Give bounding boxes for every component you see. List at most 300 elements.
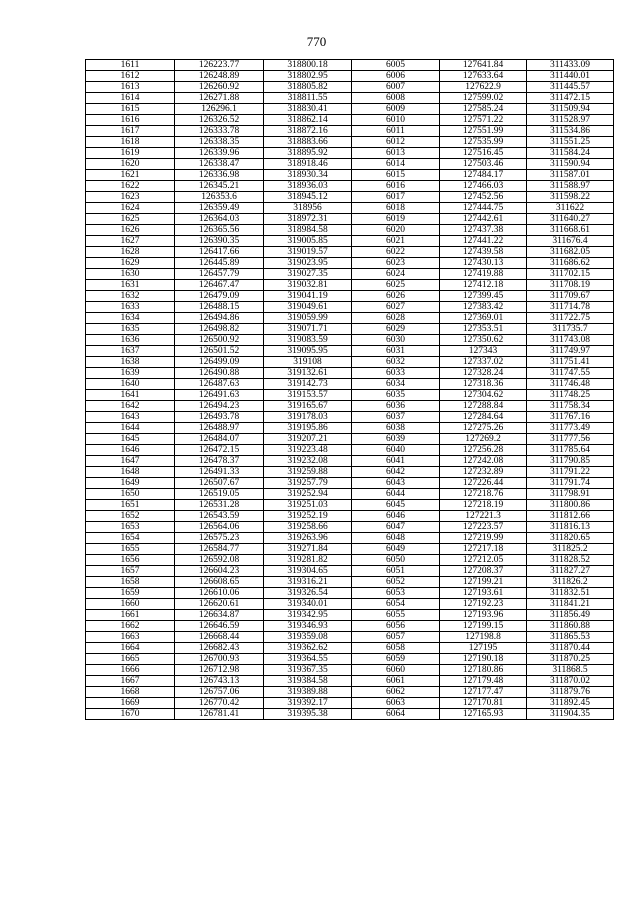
table-row	[86, 137, 614, 148]
point-number-cell: 1642	[86, 401, 175, 412]
x-coordinate-cell: 126519.05	[175, 489, 264, 500]
table-row	[86, 544, 614, 555]
y-coordinate-cell: 311812.66	[527, 511, 614, 522]
y-coordinate-cell: 319059.99	[264, 313, 352, 324]
point-number-cell: 1629	[86, 258, 175, 269]
x-coordinate-cell: 127437.38	[440, 225, 527, 236]
y-coordinate-cell: 318872.16	[264, 126, 352, 137]
point-number-cell: 1664	[86, 643, 175, 654]
point-number-cell: 1643	[86, 412, 175, 423]
x-coordinate-cell: 127484.17	[440, 170, 527, 181]
table-row	[86, 588, 614, 599]
point-number-cell: 1622	[86, 181, 175, 192]
point-number-cell: 1613	[86, 82, 175, 93]
x-coordinate-cell: 126467.47	[175, 280, 264, 291]
x-coordinate-cell: 126484.07	[175, 434, 264, 445]
table-row	[86, 423, 614, 434]
y-coordinate-cell: 318802.95	[264, 71, 352, 82]
point-number-cell: 1628	[86, 247, 175, 258]
y-coordinate-cell: 318895.92	[264, 148, 352, 159]
table-row	[86, 93, 614, 104]
point-number-cell: 1630	[86, 269, 175, 280]
x-coordinate-cell: 127328.24	[440, 368, 527, 379]
point-number-cell: 6021	[352, 236, 440, 247]
y-coordinate-cell: 319281.82	[264, 555, 352, 566]
y-coordinate-cell: 311682.05	[527, 247, 614, 258]
table-row	[86, 368, 614, 379]
x-coordinate-cell: 127199.15	[440, 621, 527, 632]
x-coordinate-cell: 126445.89	[175, 258, 264, 269]
point-number-cell: 1617	[86, 126, 175, 137]
table-row	[86, 610, 614, 621]
x-coordinate-cell: 126223.77	[175, 60, 264, 71]
point-number-cell: 1612	[86, 71, 175, 82]
x-coordinate-cell: 127223.57	[440, 522, 527, 533]
point-number-cell: 6006	[352, 71, 440, 82]
y-coordinate-cell: 311433.09	[527, 60, 614, 71]
x-coordinate-cell: 126700.93	[175, 654, 264, 665]
y-coordinate-cell: 311440.01	[527, 71, 614, 82]
point-number-cell: 6049	[352, 544, 440, 555]
x-coordinate-cell: 126668.44	[175, 632, 264, 643]
table-row	[86, 313, 614, 324]
point-number-cell: 6012	[352, 137, 440, 148]
x-coordinate-cell: 126478.37	[175, 456, 264, 467]
point-number-cell: 1614	[86, 93, 175, 104]
coordinates-table-body	[86, 60, 614, 720]
x-coordinate-cell: 127177.47	[440, 687, 527, 698]
y-coordinate-cell: 311584.24	[527, 148, 614, 159]
y-coordinate-cell: 311856.49	[527, 610, 614, 621]
x-coordinate-cell: 127633.64	[440, 71, 527, 82]
point-number-cell: 1618	[86, 137, 175, 148]
y-coordinate-cell: 319251.03	[264, 500, 352, 511]
x-coordinate-cell: 127226.44	[440, 478, 527, 489]
x-coordinate-cell: 126491.33	[175, 467, 264, 478]
y-coordinate-cell: 311791.22	[527, 467, 614, 478]
point-number-cell: 6064	[352, 709, 440, 720]
y-coordinate-cell: 319165.67	[264, 401, 352, 412]
table-row	[86, 324, 614, 335]
x-coordinate-cell: 126531.28	[175, 500, 264, 511]
x-coordinate-cell: 127275.26	[440, 423, 527, 434]
y-coordinate-cell: 311758.34	[527, 401, 614, 412]
x-coordinate-cell: 126353.6	[175, 192, 264, 203]
table-row	[86, 280, 614, 291]
table-row	[86, 412, 614, 423]
y-coordinate-cell: 311686.62	[527, 258, 614, 269]
y-coordinate-cell: 311749.97	[527, 346, 614, 357]
y-coordinate-cell: 318805.82	[264, 82, 352, 93]
y-coordinate-cell: 311892.45	[527, 698, 614, 709]
point-number-cell: 6024	[352, 269, 440, 280]
y-coordinate-cell: 319257.79	[264, 478, 352, 489]
x-coordinate-cell: 127218.19	[440, 500, 527, 511]
point-number-cell: 1638	[86, 357, 175, 368]
point-number-cell: 1646	[86, 445, 175, 456]
x-coordinate-cell: 127353.51	[440, 324, 527, 335]
point-number-cell: 6045	[352, 500, 440, 511]
point-number-cell: 1620	[86, 159, 175, 170]
table-row	[86, 203, 614, 214]
point-number-cell: 6057	[352, 632, 440, 643]
y-coordinate-cell: 318862.14	[264, 115, 352, 126]
point-number-cell: 1624	[86, 203, 175, 214]
table-row	[86, 335, 614, 346]
x-coordinate-cell: 127180.86	[440, 665, 527, 676]
point-number-cell: 6059	[352, 654, 440, 665]
y-coordinate-cell: 311827.27	[527, 566, 614, 577]
point-number-cell: 6038	[352, 423, 440, 434]
x-coordinate-cell: 127503.46	[440, 159, 527, 170]
point-number-cell: 6014	[352, 159, 440, 170]
x-coordinate-cell: 127304.62	[440, 390, 527, 401]
point-number-cell: 1631	[86, 280, 175, 291]
x-coordinate-cell: 127218.76	[440, 489, 527, 500]
point-number-cell: 1645	[86, 434, 175, 445]
point-number-cell: 1663	[86, 632, 175, 643]
point-number-cell: 1641	[86, 390, 175, 401]
table-row	[86, 665, 614, 676]
y-coordinate-cell: 319263.96	[264, 533, 352, 544]
y-coordinate-cell: 311820.65	[527, 533, 614, 544]
y-coordinate-cell: 318936.03	[264, 181, 352, 192]
y-coordinate-cell: 311870.25	[527, 654, 614, 665]
x-coordinate-cell: 127466.03	[440, 181, 527, 192]
table-row	[86, 159, 614, 170]
x-coordinate-cell: 126610.06	[175, 588, 264, 599]
x-coordinate-cell: 127441.22	[440, 236, 527, 247]
point-number-cell: 6016	[352, 181, 440, 192]
point-number-cell: 1637	[86, 346, 175, 357]
x-coordinate-cell: 127419.88	[440, 269, 527, 280]
y-coordinate-cell: 311640.27	[527, 214, 614, 225]
table-row	[86, 192, 614, 203]
point-number-cell: 1660	[86, 599, 175, 610]
point-number-cell: 1670	[86, 709, 175, 720]
x-coordinate-cell: 127170.81	[440, 698, 527, 709]
y-coordinate-cell: 319364.55	[264, 654, 352, 665]
point-number-cell: 6058	[352, 643, 440, 654]
x-coordinate-cell: 126564.06	[175, 522, 264, 533]
y-coordinate-cell: 319232.08	[264, 456, 352, 467]
y-coordinate-cell: 319108	[264, 357, 352, 368]
x-coordinate-cell: 127571.22	[440, 115, 527, 126]
point-number-cell: 1656	[86, 555, 175, 566]
y-coordinate-cell: 319252.19	[264, 511, 352, 522]
table-row	[86, 390, 614, 401]
y-coordinate-cell: 318800.18	[264, 60, 352, 71]
table-row	[86, 577, 614, 588]
x-coordinate-cell: 126271.88	[175, 93, 264, 104]
x-coordinate-cell: 127535.99	[440, 137, 527, 148]
y-coordinate-cell: 311868.5	[527, 665, 614, 676]
point-number-cell: 6042	[352, 467, 440, 478]
y-coordinate-cell: 311798.91	[527, 489, 614, 500]
y-coordinate-cell: 319392.17	[264, 698, 352, 709]
point-number-cell: 6031	[352, 346, 440, 357]
x-coordinate-cell: 127193.61	[440, 588, 527, 599]
x-coordinate-cell: 126490.88	[175, 368, 264, 379]
table-row	[86, 214, 614, 225]
y-coordinate-cell: 311528.97	[527, 115, 614, 126]
y-coordinate-cell: 311825.2	[527, 544, 614, 555]
point-number-cell: 6037	[352, 412, 440, 423]
x-coordinate-cell: 127198.8	[440, 632, 527, 643]
x-coordinate-cell: 126417.66	[175, 247, 264, 258]
point-number-cell: 1634	[86, 313, 175, 324]
y-coordinate-cell: 311826.2	[527, 577, 614, 588]
x-coordinate-cell: 127195	[440, 643, 527, 654]
y-coordinate-cell: 319359.08	[264, 632, 352, 643]
x-coordinate-cell: 126507.67	[175, 478, 264, 489]
table-row	[86, 60, 614, 71]
y-coordinate-cell: 319095.95	[264, 346, 352, 357]
y-coordinate-cell: 311841.21	[527, 599, 614, 610]
y-coordinate-cell: 318811.55	[264, 93, 352, 104]
x-coordinate-cell: 127179.48	[440, 676, 527, 687]
x-coordinate-cell: 126584.77	[175, 544, 264, 555]
y-coordinate-cell: 311551.25	[527, 137, 614, 148]
x-coordinate-cell: 126781.41	[175, 709, 264, 720]
x-coordinate-cell: 126336.98	[175, 170, 264, 181]
y-coordinate-cell: 311746.48	[527, 379, 614, 390]
x-coordinate-cell: 126338.47	[175, 159, 264, 170]
table-row	[86, 478, 614, 489]
y-coordinate-cell: 318945.12	[264, 192, 352, 203]
y-coordinate-cell: 319395.38	[264, 709, 352, 720]
x-coordinate-cell: 127442.61	[440, 214, 527, 225]
point-number-cell: 1657	[86, 566, 175, 577]
y-coordinate-cell: 319342.95	[264, 610, 352, 621]
y-coordinate-cell: 319049.61	[264, 302, 352, 313]
x-coordinate-cell: 127641.84	[440, 60, 527, 71]
y-coordinate-cell: 319023.95	[264, 258, 352, 269]
table-row	[86, 148, 614, 159]
table-row	[86, 126, 614, 137]
x-coordinate-cell: 126491.63	[175, 390, 264, 401]
y-coordinate-cell: 311509.94	[527, 104, 614, 115]
y-coordinate-cell: 318883.66	[264, 137, 352, 148]
y-coordinate-cell: 319019.57	[264, 247, 352, 258]
x-coordinate-cell: 126743.13	[175, 676, 264, 687]
point-number-cell: 6015	[352, 170, 440, 181]
table-row	[86, 698, 614, 709]
x-coordinate-cell: 127165.93	[440, 709, 527, 720]
point-number-cell: 6009	[352, 104, 440, 115]
y-coordinate-cell: 311708.19	[527, 280, 614, 291]
point-number-cell: 1639	[86, 368, 175, 379]
y-coordinate-cell: 311598.22	[527, 192, 614, 203]
y-coordinate-cell: 319384.58	[264, 676, 352, 687]
point-number-cell: 1650	[86, 489, 175, 500]
point-number-cell: 6041	[352, 456, 440, 467]
point-number-cell: 1668	[86, 687, 175, 698]
table-row	[86, 654, 614, 665]
x-coordinate-cell: 126345.21	[175, 181, 264, 192]
point-number-cell: 1619	[86, 148, 175, 159]
x-coordinate-cell: 127444.75	[440, 203, 527, 214]
point-number-cell: 1669	[86, 698, 175, 709]
x-coordinate-cell: 127199.21	[440, 577, 527, 588]
x-coordinate-cell: 126712.98	[175, 665, 264, 676]
y-coordinate-cell: 311879.76	[527, 687, 614, 698]
point-number-cell: 6008	[352, 93, 440, 104]
point-number-cell: 6055	[352, 610, 440, 621]
y-coordinate-cell: 311832.51	[527, 588, 614, 599]
x-coordinate-cell: 127337.02	[440, 357, 527, 368]
y-coordinate-cell: 319195.86	[264, 423, 352, 434]
y-coordinate-cell: 311743.08	[527, 335, 614, 346]
x-coordinate-cell: 126592.08	[175, 555, 264, 566]
x-coordinate-cell: 126494.23	[175, 401, 264, 412]
y-coordinate-cell: 311588.97	[527, 181, 614, 192]
x-coordinate-cell: 126488.97	[175, 423, 264, 434]
y-coordinate-cell: 311777.56	[527, 434, 614, 445]
y-coordinate-cell: 311590.94	[527, 159, 614, 170]
point-number-cell: 1659	[86, 588, 175, 599]
point-number-cell: 1654	[86, 533, 175, 544]
y-coordinate-cell: 318956	[264, 203, 352, 214]
y-coordinate-cell: 311622	[527, 203, 614, 214]
point-number-cell: 6048	[352, 533, 440, 544]
y-coordinate-cell: 311702.15	[527, 269, 614, 280]
y-coordinate-cell: 319340.01	[264, 599, 352, 610]
y-coordinate-cell: 311722.75	[527, 313, 614, 324]
x-coordinate-cell: 127318.36	[440, 379, 527, 390]
x-coordinate-cell: 126260.92	[175, 82, 264, 93]
y-coordinate-cell: 318830.41	[264, 104, 352, 115]
y-coordinate-cell: 311904.35	[527, 709, 614, 720]
point-number-cell: 6034	[352, 379, 440, 390]
point-number-cell: 6013	[352, 148, 440, 159]
y-coordinate-cell: 319041.19	[264, 291, 352, 302]
point-number-cell: 1662	[86, 621, 175, 632]
y-coordinate-cell: 319083.59	[264, 335, 352, 346]
table-row	[86, 599, 614, 610]
x-coordinate-cell: 126604.23	[175, 566, 264, 577]
point-number-cell: 6056	[352, 621, 440, 632]
point-number-cell: 6053	[352, 588, 440, 599]
point-number-cell: 6019	[352, 214, 440, 225]
table-row	[86, 489, 614, 500]
point-number-cell: 1640	[86, 379, 175, 390]
x-coordinate-cell: 127193.96	[440, 610, 527, 621]
point-number-cell: 1655	[86, 544, 175, 555]
point-number-cell: 1658	[86, 577, 175, 588]
table-row	[86, 709, 614, 720]
y-coordinate-cell: 319027.35	[264, 269, 352, 280]
x-coordinate-cell: 127232.89	[440, 467, 527, 478]
x-coordinate-cell: 126365.56	[175, 225, 264, 236]
table-row	[86, 511, 614, 522]
y-coordinate-cell: 311472.15	[527, 93, 614, 104]
table-row	[86, 621, 614, 632]
point-number-cell: 6010	[352, 115, 440, 126]
y-coordinate-cell: 311800.86	[527, 500, 614, 511]
y-coordinate-cell: 311828.52	[527, 555, 614, 566]
y-coordinate-cell: 311860.88	[527, 621, 614, 632]
point-number-cell: 6063	[352, 698, 440, 709]
x-coordinate-cell: 127221.3	[440, 511, 527, 522]
point-number-cell: 1626	[86, 225, 175, 236]
x-coordinate-cell: 126359.49	[175, 203, 264, 214]
x-coordinate-cell: 127350.62	[440, 335, 527, 346]
x-coordinate-cell: 127599.02	[440, 93, 527, 104]
x-coordinate-cell: 127208.37	[440, 566, 527, 577]
coordinates-table	[85, 59, 614, 720]
point-number-cell: 6052	[352, 577, 440, 588]
point-number-cell: 6062	[352, 687, 440, 698]
table-row	[86, 291, 614, 302]
x-coordinate-cell: 126488.15	[175, 302, 264, 313]
x-coordinate-cell: 126499.09	[175, 357, 264, 368]
point-number-cell: 6027	[352, 302, 440, 313]
point-number-cell: 6028	[352, 313, 440, 324]
point-number-cell: 6051	[352, 566, 440, 577]
table-row	[86, 82, 614, 93]
y-coordinate-cell: 319304.65	[264, 566, 352, 577]
table-row	[86, 357, 614, 368]
y-coordinate-cell: 311676.4	[527, 236, 614, 247]
y-coordinate-cell: 311709.67	[527, 291, 614, 302]
point-number-cell: 1636	[86, 335, 175, 346]
point-number-cell: 1632	[86, 291, 175, 302]
y-coordinate-cell: 311714.78	[527, 302, 614, 313]
y-coordinate-cell: 319271.84	[264, 544, 352, 555]
point-number-cell: 1651	[86, 500, 175, 511]
y-coordinate-cell: 318984.58	[264, 225, 352, 236]
point-number-cell: 6025	[352, 280, 440, 291]
point-number-cell: 1649	[86, 478, 175, 489]
x-coordinate-cell: 126770.42	[175, 698, 264, 709]
y-coordinate-cell: 311865.53	[527, 632, 614, 643]
y-coordinate-cell: 319142.73	[264, 379, 352, 390]
y-coordinate-cell: 319367.35	[264, 665, 352, 676]
y-coordinate-cell: 319178.03	[264, 412, 352, 423]
y-coordinate-cell: 319153.57	[264, 390, 352, 401]
table-row	[86, 566, 614, 577]
point-number-cell: 6029	[352, 324, 440, 335]
point-number-cell: 1653	[86, 522, 175, 533]
x-coordinate-cell: 127269.2	[440, 434, 527, 445]
x-coordinate-cell: 126682.43	[175, 643, 264, 654]
point-number-cell: 6017	[352, 192, 440, 203]
point-number-cell: 6018	[352, 203, 440, 214]
point-number-cell: 6020	[352, 225, 440, 236]
y-coordinate-cell: 319259.88	[264, 467, 352, 478]
point-number-cell: 6023	[352, 258, 440, 269]
point-number-cell: 1667	[86, 676, 175, 687]
point-number-cell: 1625	[86, 214, 175, 225]
x-coordinate-cell: 126333.78	[175, 126, 264, 137]
x-coordinate-cell: 126646.59	[175, 621, 264, 632]
x-coordinate-cell: 127190.18	[440, 654, 527, 665]
y-coordinate-cell: 311668.61	[527, 225, 614, 236]
y-coordinate-cell: 318972.31	[264, 214, 352, 225]
y-coordinate-cell: 319132.61	[264, 368, 352, 379]
point-number-cell: 1644	[86, 423, 175, 434]
x-coordinate-cell: 126498.82	[175, 324, 264, 335]
y-coordinate-cell: 318918.46	[264, 159, 352, 170]
point-number-cell: 1623	[86, 192, 175, 203]
x-coordinate-cell: 127343	[440, 346, 527, 357]
point-number-cell: 6022	[352, 247, 440, 258]
table-row	[86, 687, 614, 698]
table-row	[86, 555, 614, 566]
y-coordinate-cell: 318930.34	[264, 170, 352, 181]
x-coordinate-cell: 126479.09	[175, 291, 264, 302]
